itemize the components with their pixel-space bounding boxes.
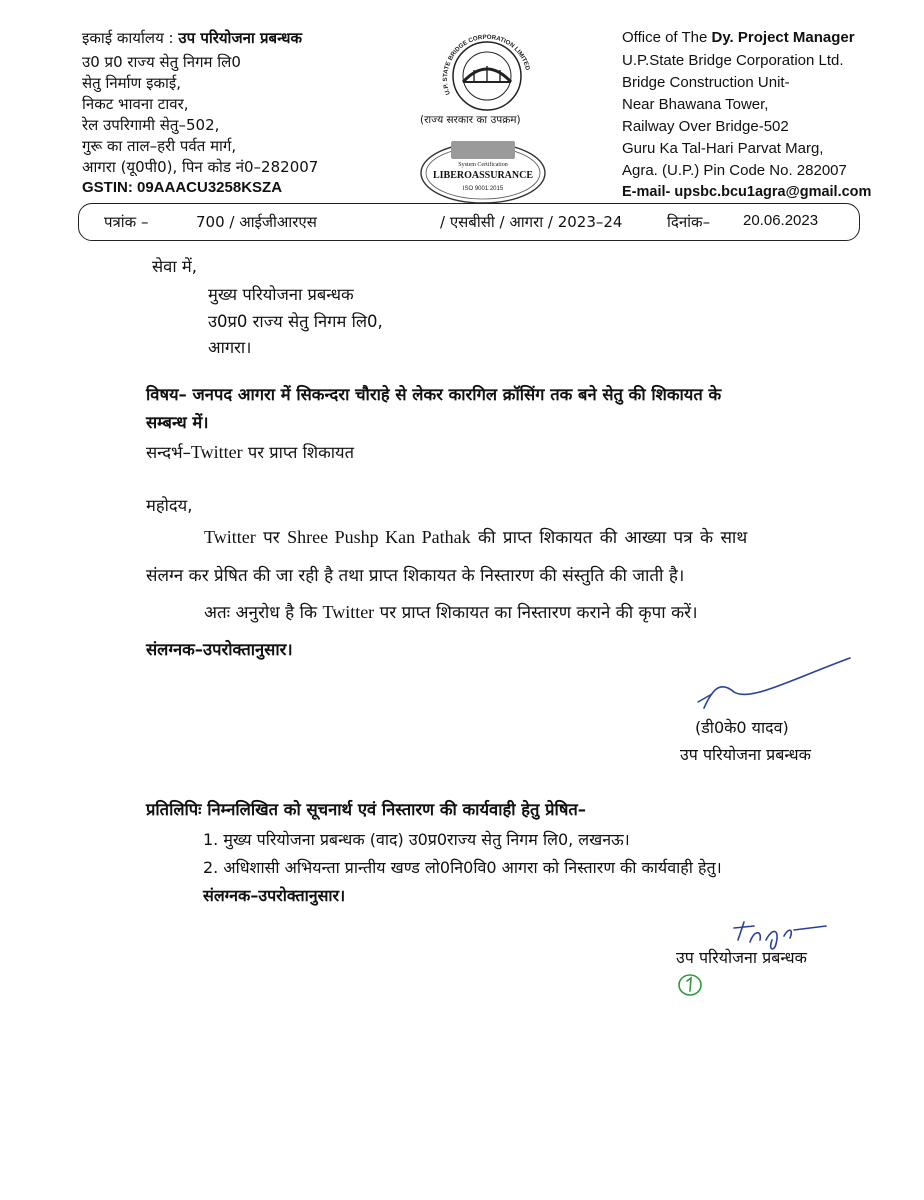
letter-number-suffix: / एसबीसी / आगरा / 2023–24 [440,213,623,231]
cert-name-text: LIBEROASSURANCE [432,170,534,181]
cert-iso-text: ISO 9001:2015 [462,186,504,192]
letter-number-label: पत्रांक – [104,213,149,231]
address-hindi-line-6: आगरा (यू0पी0), पिन कोड नं0–282007 [82,158,319,176]
paragraph-1-line-1: Twitter पर Shree Pushp Kan Pathak की प्राप्त शिकायत की आख्या पत्र के साथ [204,527,748,548]
corporation-seal-logo [432,32,542,112]
address-hindi-line-2: सेतु निर्माण इकाई, [82,74,182,92]
salutation-to: सेवा में, [152,257,197,276]
cert-top-text: System Certification [458,162,508,168]
copy-heading: प्रतिलिपिः निम्नलिखित को सूचनार्थ एवं निस्तारण की कार्यवाही हेतु प्रेषित– [146,800,587,819]
greeting: महोदय, [146,496,193,515]
copy-enclosure: संलग्नक–उपरोक्तानुसार। [203,886,346,905]
reference-line: सन्दर्भ–Twitter पर प्राप्त शिकायत [146,442,355,462]
subject-line-1: विषय– जनपद आगरा में सिकन्दरा चौराहे से लेकर कारगिल क्रॉसिंग तक बने सेतु की शिकायत के [146,385,722,404]
govt-undertaking-tagline: (राज्य सरकार का उपक्रम) [420,114,521,126]
subject-line-2: सम्बन्ध में। [146,413,209,432]
address-english-line-3: Near Bhawana Tower, [622,96,769,113]
second-signatory-designation: उप परियोजना प्रबन्धक [676,948,807,967]
address-english-line-4: Railway Over Bridge-502 [622,118,789,135]
address-hindi-line-5: गुरू का ताल–हरी पर्वत मार्ग, [82,137,237,155]
circled-one-mark [676,972,704,998]
address-english-line-2: Bridge Construction Unit- [622,74,790,91]
copy-item-1: 1. मुख्य परियोजना प्रबन्धक (वाद) उ0प्र0राज्य सेतु निगम लि0, लखनऊ। [203,830,630,849]
office-heading-english: Office of The Dy. Project Manager [622,29,855,46]
address-english-line-6: Agra. (U.P.) Pin Code No. 282007 [622,162,847,179]
enclosure-note: संलग्नक–उपरोक्तानुसार। [146,640,293,659]
email-address: E-mail- upsbc.bcu1agra@gmail.com [622,184,872,200]
letter-date: 20.06.2023 [743,212,819,229]
address-english-line-1: U.P.State Bridge Corporation Ltd. [622,52,844,69]
seal-ring-text: U.P. STATE BRIDGE CORPORATION LIMITED [441,33,532,96]
copy-item-2: 2. अधिशासी अभियन्ता प्रान्तीय खण्ड लो0नि0वि0 आगरा को निस्तारण की कार्यवाही हेतु। [203,858,722,877]
address-hindi-line-4: रेल उपरिगामी सेतु–502, [82,116,220,134]
addressee-line-1: मुख्य परियोजना प्रबन्धक [208,285,354,304]
signature-mark [690,650,860,720]
address-english-line-5: Guru Ka Tal-Hari Parvat Marg, [622,140,824,157]
signatory-name: (डी0के0 यादव) [695,718,789,737]
signatory-designation: उप परियोजना प्रबन्धक [680,745,811,764]
paragraph-2: अतः अनुरोध है कि Twitter पर प्राप्त शिकायत का निस्तारण कराने की कृपा करें। [204,602,698,623]
addressee-line-2: उ0प्र0 राज्य सेतु निगम लि0, [208,312,383,331]
letter-number: 700 / आईजीआरएस [196,213,317,231]
paragraph-1-line-2: संलग्न कर प्रेषित की जा रही है तथा प्राप्त शिकायत के निस्तारण की संस्तुति की जाती है। [146,566,685,586]
gstin: GSTIN: 09AAACU3258KSZA [82,179,283,196]
date-label: दिनांक– [667,213,711,231]
iso-certification-logo [413,135,553,207]
address-hindi-line-1: उ0 प्र0 राज्य सेतु निगम लि0 [82,53,241,71]
office-heading-hindi: इकाई कार्यालय : उप परियोजना प्रबन्धक [82,29,303,47]
address-hindi-line-3: निकट भावना टावर, [82,95,189,113]
addressee-line-3: आगरा। [208,338,252,357]
